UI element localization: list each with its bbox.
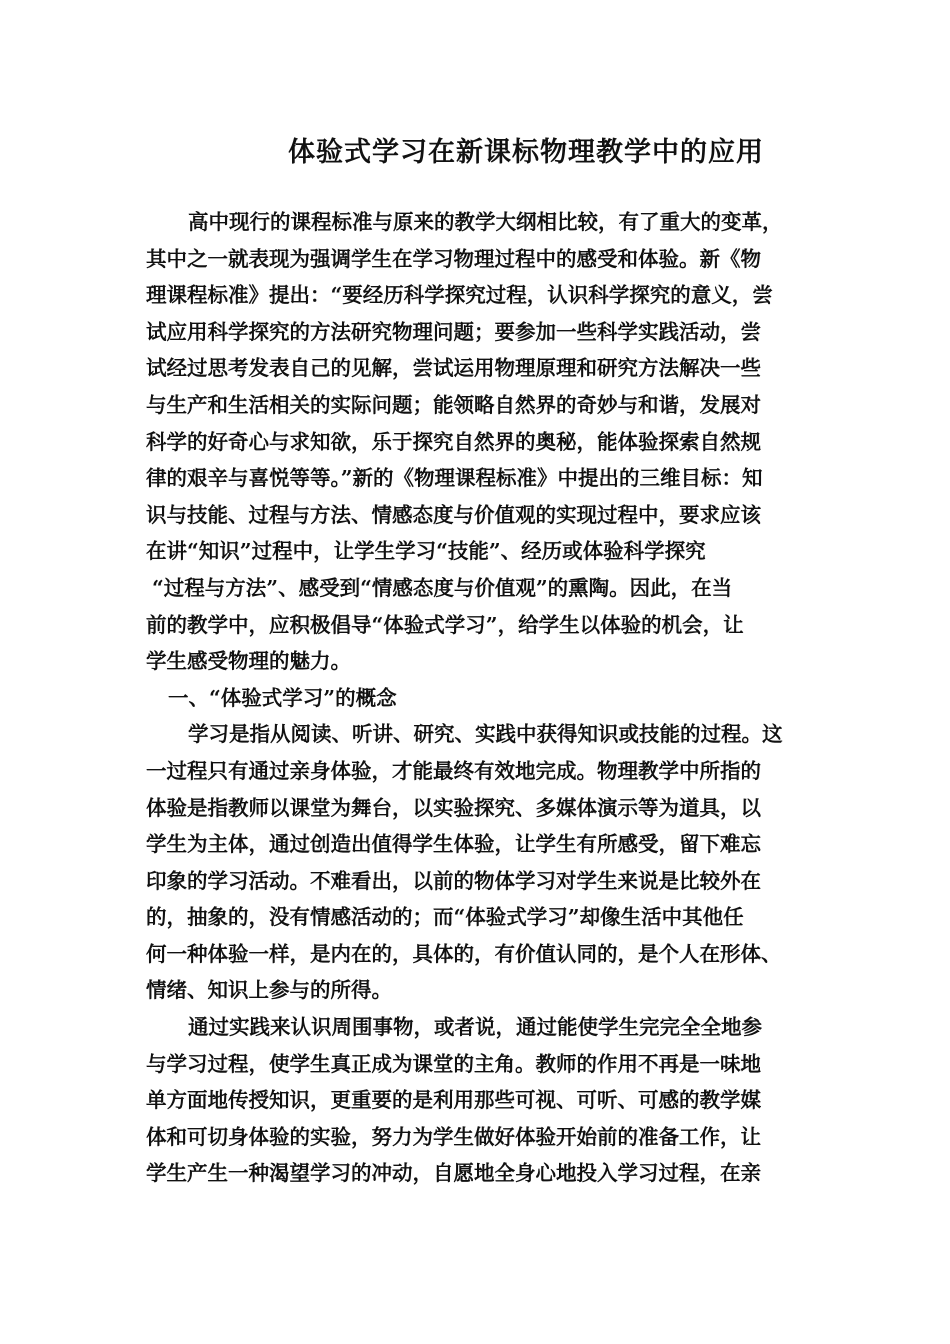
paragraph-line: 学生为主体，通过创造出值得学生体验，让学生有所感受，留下难忘 — [146, 832, 761, 857]
document-title: 体验式学习在新课标物理教学中的应用 — [288, 137, 764, 168]
paragraph-line: 体和可切身体验的实验，努力为学生做好体验开始前的准备工作，让 — [146, 1124, 761, 1149]
paragraph-line: 与生产和生活相关的实际问题；能领略自然界的奇妙与和谐，发展对 — [146, 392, 761, 417]
paragraph-line: 试应用科学探究的方法研究物理问题；要参加一些科学实践活动，尝 — [146, 319, 761, 344]
paragraph-line: 学习是指从阅读、听讲、研究、实践中获得知识或技能的过程。这 — [188, 722, 783, 747]
paragraph-line: 试经过思考发表自己的见解，尝试运用物理原理和研究方法解决一些 — [146, 356, 761, 381]
paragraph-line: 其中之一就表现为强调学生在学习物理过程中的感受和体验。新《物 — [146, 246, 761, 271]
paragraph-line: 学生产生一种渴望学习的冲动，自愿地全身心地投入学习过程，在亲 — [146, 1161, 761, 1186]
paragraph-line: 理课程标准》提出：“要经历科学探究过程，认识科学探究的意义，尝 — [146, 283, 773, 308]
paragraph-line: 学生感受物理的魅力。 — [146, 649, 351, 674]
document-body — [146, 204, 814, 1192]
paragraph-line: 在讲“知识”过程中，让学生学习“技能”、经历或体验科学探究 — [146, 539, 706, 564]
paragraph-line: 高中现行的课程标准与原来的教学大纲相比较，有了重大的变革， — [188, 210, 783, 234]
paragraph-line: 一过程只有通过亲身体验，才能最终有效地完成。物理教学中所指的 — [146, 758, 761, 783]
paragraph-line: 的，抽象的，没有情感活动的；而“体验式学习”却像生活中其他任 — [146, 905, 744, 930]
paragraph-line: 识与技能、过程与方法、情感态度与价值观的实现过程中，要求应该 — [146, 502, 761, 527]
paragraph-line: 情绪、知识上参与的所得。 — [146, 978, 392, 1003]
paragraph-line: 印象的学习活动。不难看出，以前的物体学习对学生来说是比较外在 — [146, 868, 761, 893]
paragraph-line: 单方面地传授知识，更重要的是利用那些可视、可听、可感的教学媒 — [146, 1088, 761, 1113]
paragraph-line: 前的教学中，应积极倡导“体验式学习”，给学生以体验的机会，让 — [146, 612, 744, 637]
paragraph-line: 律的艰辛与喜悦等等。”新的《物理课程标准》中提出的三维目标：知 — [146, 466, 763, 491]
paragraph-line: 与学习过程，使学生真正成为课堂的主角。教师的作用不再是一味地 — [146, 1051, 761, 1076]
paragraph-line: 通过实践来认识周围事物，或者说，通过能使学生完完全全地参 — [188, 1015, 762, 1040]
paragraph-line: 何一种体验一样，是内在的，具体的，有价值认同的，是个人在形体、 — [146, 941, 782, 966]
paragraph-line: 科学的好奇心与求知欲，乐于探究自然界的奥秘，能体验探索自然规 — [146, 429, 761, 454]
section-heading: 一、“体验式学习”的概念 — [168, 685, 397, 710]
paragraph-line: “过程与方法”、感受到“情感态度与价值观”的熏陶。因此，在当 — [152, 575, 733, 600]
paragraph-line: 体验是指教师以课堂为舞台，以实验探究、多媒体演示等为道具，以 — [146, 795, 761, 820]
